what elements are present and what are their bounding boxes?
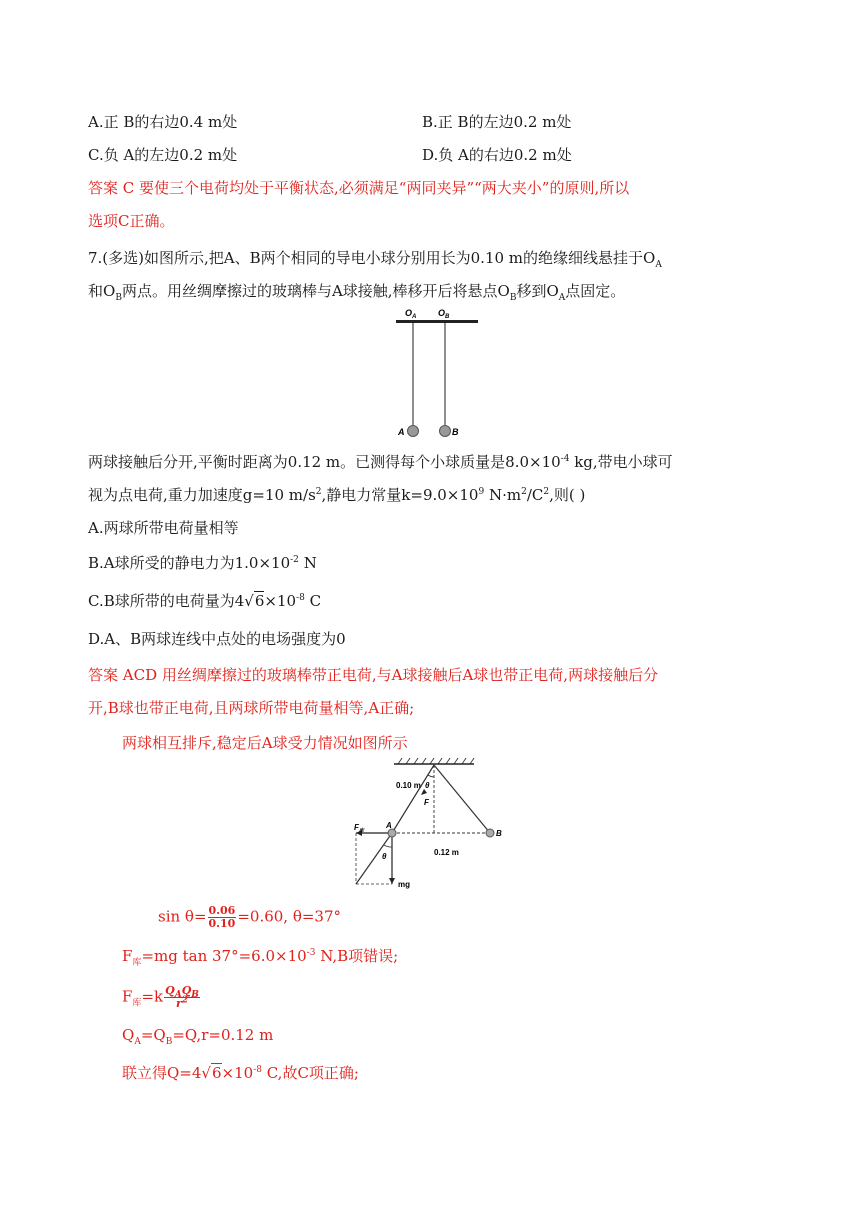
thread-b	[434, 765, 490, 833]
q7-stem-line4: 视为点电荷,重力加速度g=10 $m/s^2$,静电力常量$k=9.0\times 10^9$ $N\cdot m^2/C^2$,则( )	[88, 486, 586, 504]
label-theta-top: θ	[425, 781, 430, 790]
label-distance: 0.12 m	[434, 848, 459, 857]
ceiling-hatch	[394, 758, 474, 764]
q7-option-c: C.B球所带的电荷量为$4√6\times 10^{-8}$ C	[88, 592, 322, 610]
label-theta-a: θ	[382, 852, 387, 861]
ball-b	[486, 829, 494, 837]
label-b: B	[496, 829, 502, 838]
q7-stem-line1: 7.(多选)如图所示,把A、B两个相同的导电小球分别用长为0.10 m的绝缘细线悬挂于$O_A$	[88, 249, 662, 270]
ball-a	[388, 829, 396, 837]
q7-stem-line3: 两球接触后分开,平衡时距离为0.12 m。已测得每个小球质量是$8.0\times 10^{-4}$ kg,带电小球可	[88, 453, 673, 471]
q7-option-a: A.两球所带电荷量相等	[88, 519, 239, 537]
ball-b	[440, 426, 451, 437]
q7-option-d: D.A、B两球连线中点处的电场强度为0	[88, 630, 346, 648]
eq-result: 联立得$Q=4√6\times 10^{-8}$ C,故C项正确;	[122, 1064, 359, 1082]
label-a: A	[386, 821, 392, 830]
eq-coulomb-law: $F_库=k$ $\frac{Q_AQ_B}{r^2}$	[122, 984, 199, 1010]
eq-charges: $Q_A=Q_B=Q,r=0.12$ m	[122, 1026, 274, 1047]
option-c: C.负 A的左边0.2 m处	[88, 146, 238, 164]
label-fku: $F_库$	[354, 823, 364, 834]
label-length: 0.10 m	[396, 781, 421, 790]
option-a: A.正 B的右边0.4 m处	[88, 113, 238, 131]
label-mg: mg	[398, 880, 410, 889]
answer-q7-line3: 两球相互排斥,稳定后A球受力情况如图所示	[122, 734, 408, 752]
eq-coulomb-force-value: $F_库=mg$ $\tan 37^\circ=6.0\times 10^{-3}$ N,B项错误;	[122, 947, 399, 968]
answer-q6-line2: 选项C正确。	[88, 212, 175, 230]
answer-q6-line1: 答案 C 要使三个电荷均处于平衡状态,必须满足“两同夹异”“两大夹小”的原则,所以	[88, 179, 630, 197]
pendulum-figure	[392, 305, 482, 440]
label-b: B	[452, 427, 459, 437]
option-b: B.正 B的左边0.2 m处	[422, 113, 572, 131]
answer-q7-line2: 开,B球也带正电荷,且两球所带电荷量相等,A正确;	[88, 699, 415, 717]
force-diagram	[352, 757, 522, 892]
q7-option-b: B.A球所受的静电力为$1.0\times 10^{-2}$ N	[88, 554, 317, 572]
label-ob: $O_B$	[438, 308, 450, 320]
option-d: D.负 A的右边0.2 m处	[422, 146, 572, 164]
label-oa: $O_A$	[405, 308, 417, 320]
force-extension	[356, 833, 392, 884]
label-a: A	[398, 427, 405, 437]
label-f: F	[424, 798, 429, 807]
ball-a	[408, 426, 419, 437]
answer-q7-line1: 答案 ACD 用丝绸摩擦过的玻璃棒带正电荷,与A球接触后A球也带正电荷,两球接触后分	[88, 666, 659, 684]
ceiling-bar	[396, 320, 478, 323]
q7-stem-line2: 和$O_B$两点。用丝绸摩擦过的玻璃棒与A球接触,棒移开后将悬点$O_B$移到$O_A$点固定。	[88, 282, 626, 303]
eq-sin-theta: sin θ= $\frac{0.06}{0.10}$ =0.60, θ=37°	[158, 904, 342, 930]
